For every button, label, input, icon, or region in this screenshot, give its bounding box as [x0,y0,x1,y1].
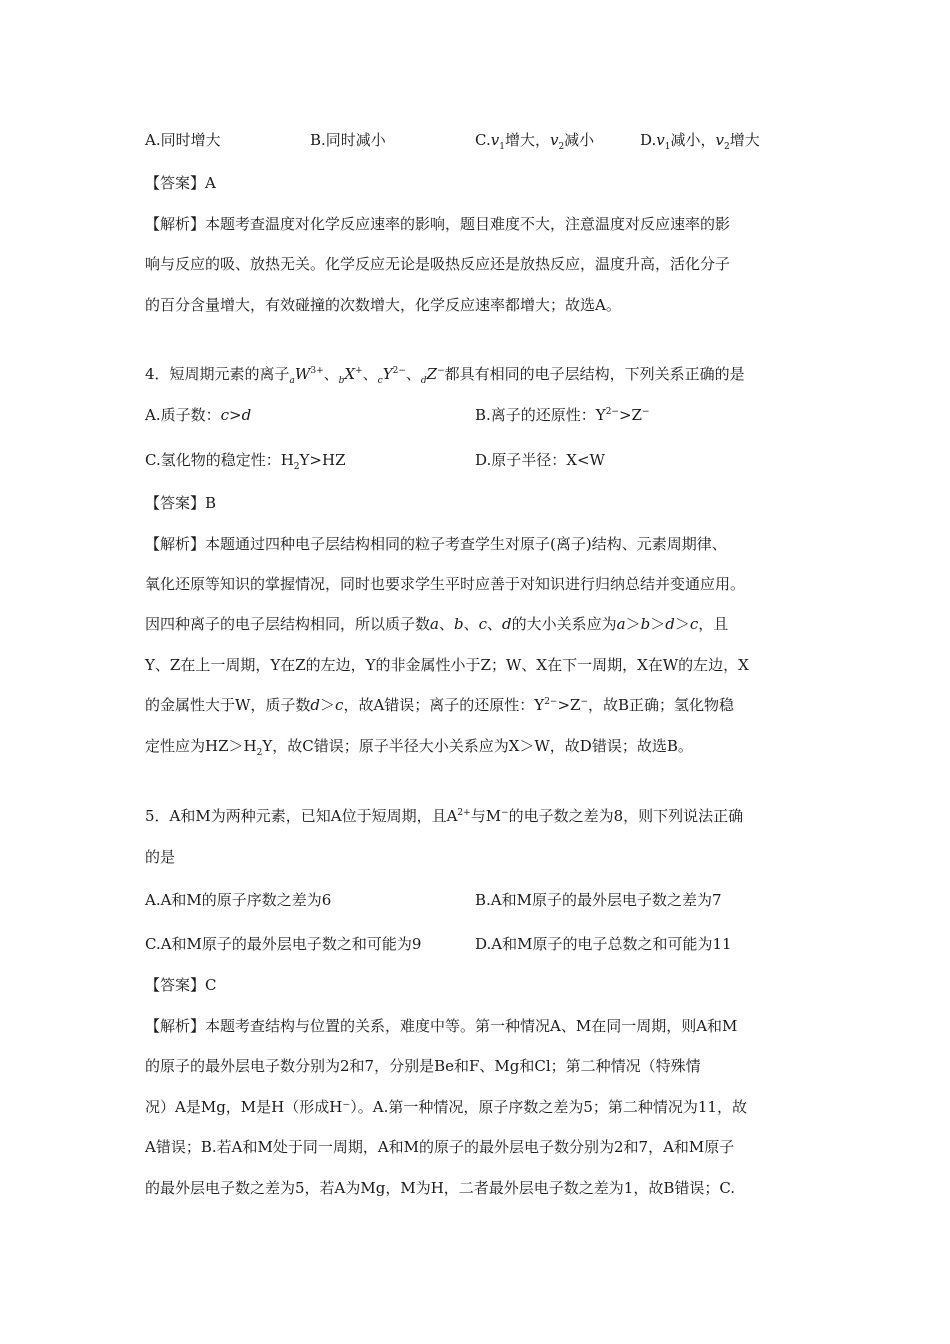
q3-explanation-line: 【解析】本题考查温度对化学反应速率的影响，题目难度不大，注意温度对反应速率的影 [145,215,731,233]
q4-explanation-line: 【解析】本题通过四种电子层结构相同的粒子考查学生对原子(离子)结构、元素周期律、 [145,535,727,553]
q4-explanation-line: 定性应为$HZ>H_2Y$，故C错误；原子半径大小关系应为X＞W，故D错误；故选B。 [145,737,693,758]
q5-option-b: B.A和M原子的最外层电子数之差为7 [475,891,722,909]
q5-stem: 5．A和M为两种元素，已知A位于短周期，且$A^{2+}$与M−的电子数之差为8，则下列说法正确 [145,807,744,825]
q5-explanation-line: 的原子的最外层电子数分别为2和7，分别是Be和F、Mg和Cl；第二种情况（特殊情 [145,1057,701,1075]
q5-explanation-line: 【解析】本题考查结构与位置的关系，难度中等。第一种情况A、M在同一周期，则A和M [145,1017,738,1035]
q5-explanation-line: A错误；B.若A和M处于同一周期，A和M的原子的最外层电子数分别为2和7，A和M原子 [145,1138,735,1156]
q4-explanation-line: 的金属性大于W，质子数d＞c，故A错误；离子的还原性：$Y^{2-}>Z^-$，故B正确；氢化物稳 [145,696,735,714]
q4-explanation-line: 氧化还原等知识的掌握情况，同时也要求学生平时应善于对知识进行归纳总结并变通应用。 [145,575,746,593]
q5-stem: 的是 [145,848,176,866]
q3-explanation-line: 的百分含量增大，有效碰撞的次数增大，化学反应速率都增大；故选A。 [145,296,621,314]
q3-option-d: $D.v_1$减小，$v_2$增大 [640,131,760,152]
q5-option-c: C.A和M原子的最外层电子数之和可能为9 [145,935,422,953]
q4-option-d: D.原子半径：X<W [475,451,605,469]
q3-explanation-line: 响与反应的吸、放热无关。化学反应无论是吸热反应还是放热反应，温度升高，活化分子 [145,255,731,273]
q4-answer: 【答案】B [145,494,217,512]
q5-explanation-line: 况）A是Mg，M是H（形成H⁻）。A.第一种情况，原子序数之差为5；第二种情况为11，故 [145,1098,747,1116]
q4-stem: 4．短周期元素的离子$_aW^{3+}$、$_b$X+、$_cY^{2-}$、$_d$Z−都具有相同的电子层结构，下列关系正确的是 [145,365,745,386]
q4-option-b: B.离子的还原性：$Y^{2-}>Z^-$ [475,406,650,424]
q4-explanation-line: Y、Z在上一周期，Y在Z的左边，Y的非金属性小于Z；W、X在下一周期，X在W的左边，X [145,656,749,674]
q5-answer: 【答案】C [145,976,217,994]
q4-explanation-line: 因四种离子的电子层结构相同，所以质子数a、b、c、d的大小关系应为a＞b＞d＞c，且 [145,615,729,633]
q5-explanation-line: 的最外层电子数之差为5，若A为Mg，M为H，二者最外层电子数之差为1，故B错误；C. [145,1179,736,1197]
q4-option-c: C.氢化物的稳定性：$H_2Y>HZ$ [145,451,346,472]
q4-option-a: A.质子数：c>d [145,406,252,424]
q3-option-b: B.同时减小 [310,131,386,149]
q5-option-a: A.A和M的原子序数之差为6 [145,891,332,909]
q5-option-d: D.A和M原子的电子总数之和可能为11 [475,935,732,953]
q3-option-c: $C.v_1$增大，$v_2$减小 [475,131,595,152]
q3-option-a: A.同时增大 [145,131,221,149]
q3-answer: 【答案】A [145,174,216,192]
